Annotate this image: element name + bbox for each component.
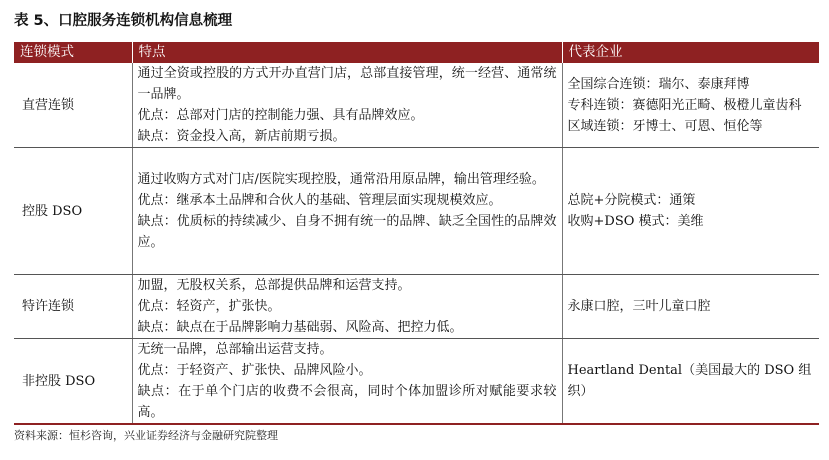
mode-cell: 特许连锁 [14, 275, 132, 339]
companies-cell [562, 275, 819, 339]
feature-cons: 缺点：缺点在于品牌影响力基础弱、风险高、把控力低。 [137, 320, 463, 335]
companies-cell [562, 148, 819, 275]
feature-cons: 缺点：资金投入高，新店前期亏损。 [137, 129, 346, 144]
feature-cons: 缺点：在于单个门店的收费不会很高，同时个体加盟诊所对赋能要求较高。 [137, 384, 557, 420]
feature-pros: 优点：总部对门店的控制能力强、具有品牌效应。 [137, 108, 424, 123]
companies-cell [562, 63, 819, 148]
companies-cell [562, 339, 819, 425]
features-cell [132, 63, 562, 148]
table-title: 表 5、口腔服务连锁机构信息梳理 [14, 13, 233, 29]
mode-cell: 控股 DSO [14, 148, 132, 275]
mode-cell: 直营连锁 [14, 63, 132, 148]
mode-cell: 非控股 DSO [14, 339, 132, 425]
dental-chain-table [14, 42, 819, 425]
feature-cons: 缺点：优质标的持续减少、自身不拥有统一的品牌、缺乏全国性的品牌效应。 [137, 214, 557, 250]
feature-description: 通过全资或控股的方式开办直营门店，总部直接管理，统一经营、通常统一品牌。 [137, 66, 557, 102]
table-row [14, 63, 819, 148]
feature-pros: 优点：于轻资产、扩张快、品牌风险小。 [137, 363, 372, 378]
features-cell [132, 339, 562, 425]
table-row [14, 339, 819, 425]
features-cell [132, 275, 562, 339]
company-entry: Heartland Dental（美国最大的 DSO 组织） [567, 363, 812, 399]
feature-pros: 优点：轻资产，扩张快。 [137, 299, 281, 314]
company-entry: 专科连锁：赛德阳光正畸、极橙儿童齿科 [567, 97, 802, 113]
header-features: 特点 [132, 42, 562, 63]
company-entry: 收购+DSO 模式：美维 [567, 214, 704, 229]
feature-pros: 优点：继承本土品牌和合伙人的基础、管理层面实现规模效应。 [137, 193, 502, 208]
company-entry: 全国综合连锁：瑞尔、泰康拜博 [567, 76, 750, 92]
table-row [14, 275, 819, 339]
header-row [14, 42, 819, 63]
company-entry: 区域连锁：牙博士、可恩、恒伦等 [567, 118, 763, 134]
feature-description: 加盟，无股权关系，总部提供品牌和运营支持。 [137, 278, 411, 293]
feature-description: 无统一品牌，总部输出运营支持。 [137, 342, 333, 357]
header-companies: 代表企业 [562, 42, 819, 63]
company-entry: 永康口腔，三叶儿童口腔 [567, 299, 711, 314]
source-note: 资料来源：恒杉咨询，兴业证券经济与金融研究院整理 [14, 429, 278, 442]
company-entry: 总院+分院模式：通策 [567, 193, 696, 208]
features-cell [132, 148, 562, 275]
table-row [14, 148, 819, 275]
header-mode: 连锁模式 [14, 42, 132, 63]
feature-description: 通过收购方式对门店/医院实现控股，通常沿用原品牌，输出管理经验。 [137, 172, 545, 187]
